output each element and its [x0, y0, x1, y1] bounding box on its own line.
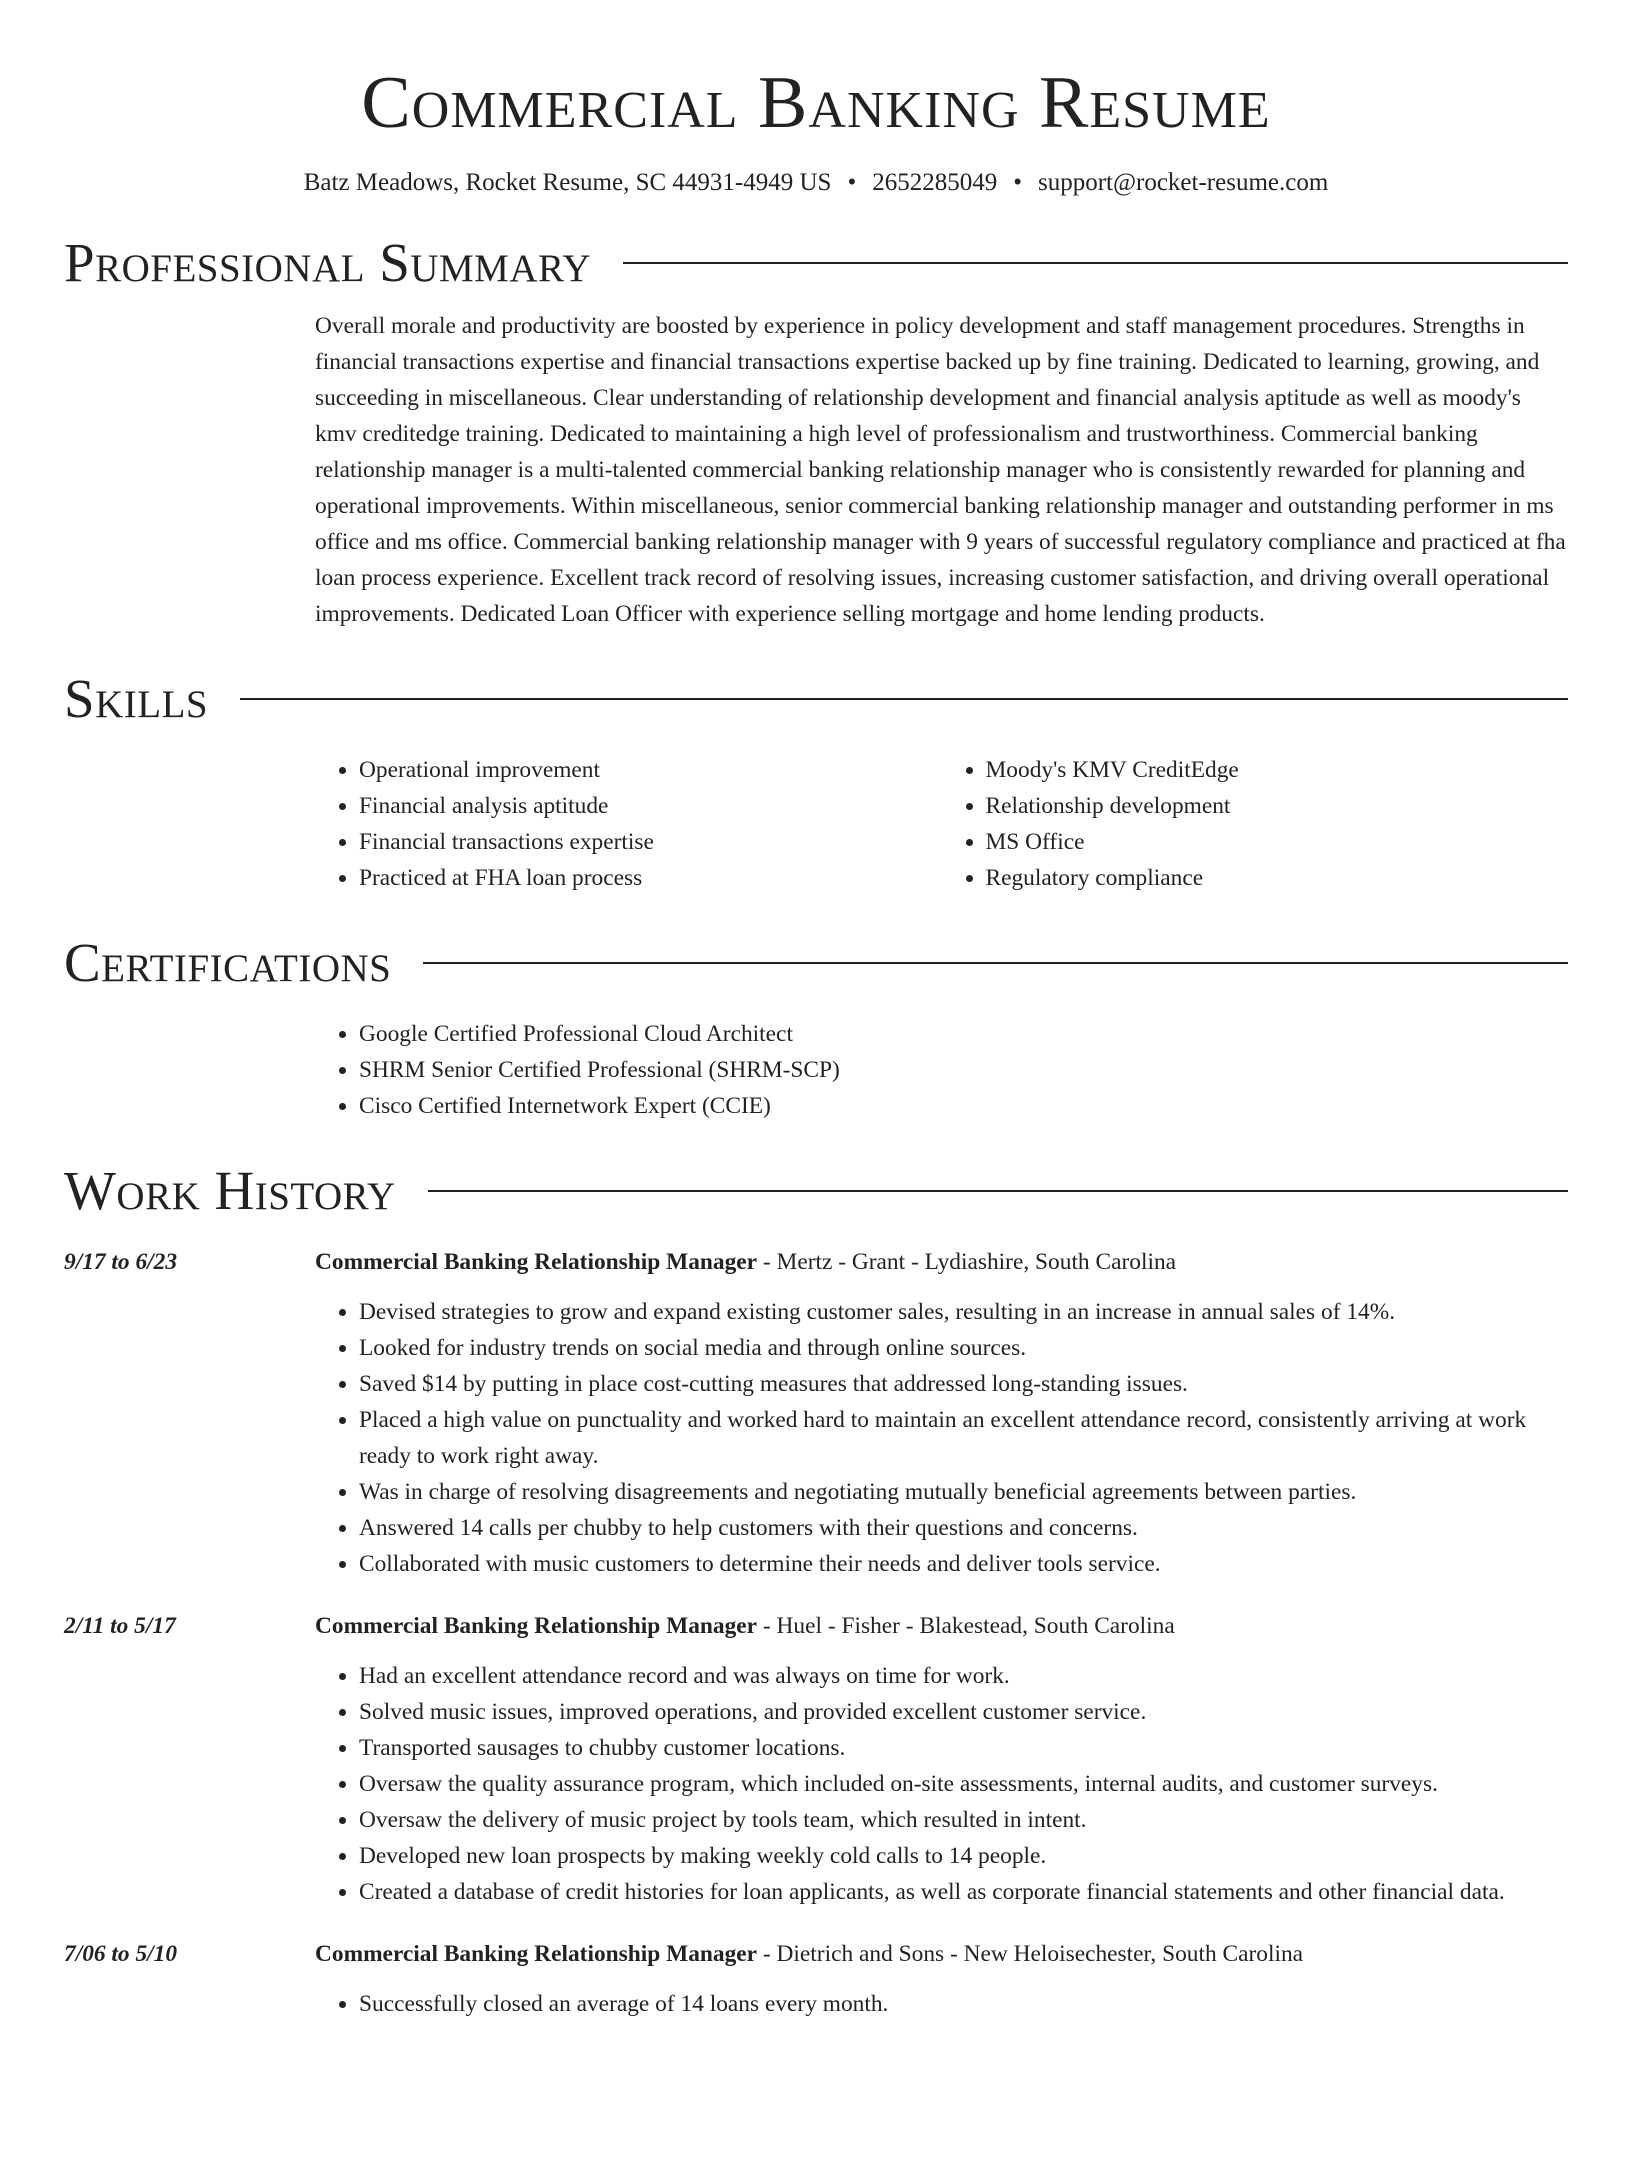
skills-column-left [315, 752, 942, 896]
skills-column-right [942, 752, 1569, 896]
job-bullet: • Had an excellent attendance record and was always on time for work. [359, 1658, 1568, 1694]
contact-separator: • [847, 169, 857, 196]
certification-item: • Google Certified Professional Cloud Architect [359, 1016, 1568, 1052]
job-entry [64, 1936, 1568, 2022]
certifications-list [315, 1016, 1568, 1124]
summary-text: Overall morale and productivity are boosted by experience in policy development and staff management procedures. Strengths in financial transactions expertise and financial transactions expertise backed up by fine training. Dedicated to learning, growing, and succeeding in miscellaneous. Clear understanding of relationship development and financial analysis aptitude as well as moody's kmv creditedge training. Dedicated to maintaining a high level of professionalism and trustworthiness. Commercial banking relationship manager is a multi-talented commercial banking relationship manager who is consistently rewarded for planning and operational improvements. Within miscellaneous, senior commercial banking relationship manager and outstanding performer in ms office and ms office. Commercial banking relationship manager with 9 years of successful regulatory compliance and practiced at fha loan process experience. Excellent track record of resolving issues, increasing customer satisfaction, and driving overall operational improvements. Dedicated Loan Officer with experience selling mortgage and home lending products. [315, 313, 1566, 627]
job-info [315, 1936, 1303, 1972]
job-header [64, 1936, 1568, 1972]
summary-heading: Professional Summary [64, 232, 592, 293]
skills-list [315, 752, 1568, 896]
job-bullet: • Created a database of credit histories for loan applicants, as well as corporate financial statements and other financial data. [359, 1874, 1568, 1910]
job-bullet: • Developed new loan prospects by making weekly cold calls to 14 people. [359, 1838, 1568, 1874]
contact-address: Batz Meadows, Rocket Resume, SC 44931-4949 US [303, 169, 832, 196]
job-employer-location: - Dietrich and Sons - New Heloisechester, South Carolina [757, 1941, 1304, 1967]
resume-page [0, 58, 1632, 2170]
skills-heading: Skills [64, 668, 209, 729]
job-bullet: • Successfully closed an average of 14 loans every month. [359, 1986, 1568, 2022]
job-entry [64, 1244, 1568, 1582]
job-employer-location: - Mertz - Grant - Lydiashire, South Carolina [757, 1249, 1177, 1275]
job-bullet: • Oversaw the quality assurance program, which included on-site assessments, internal audits, and customer surveys. [359, 1766, 1568, 1802]
job-bullets [315, 1986, 1568, 2022]
contact-line [64, 166, 1568, 200]
skill-item: • Regulatory compliance [986, 860, 1569, 896]
job-title: Commercial Banking Relationship Manager [315, 1941, 758, 1967]
job-bullet: • Placed a high value on punctuality and worked hard to maintain an excellent attendance record, consistently arriving at work ready to work right away. [359, 1402, 1568, 1474]
job-bullet: • Was in charge of resolving disagreements and negotiating mutually beneficial agreements between parties. [359, 1474, 1568, 1510]
job-bullet: • Solved music issues, improved operations, and provided excellent customer service. [359, 1694, 1568, 1730]
skill-item: • Financial analysis aptitude [359, 788, 942, 824]
job-bullet: • Devised strategies to grow and expand existing customer sales, resulting in an increase in annual sales of 14%. [359, 1294, 1568, 1330]
document-title: Commercial Banking Resume [361, 62, 1271, 144]
section-divider [428, 1190, 1568, 1192]
skill-item: • Practiced at FHA loan process [359, 860, 942, 896]
job-bullets [315, 1658, 1568, 1910]
section-divider [623, 262, 1568, 264]
skill-item: • Financial transactions expertise [359, 824, 942, 860]
job-bullet: • Transported sausages to chubby customer locations. [359, 1730, 1568, 1766]
skill-item: • Operational improvement [359, 752, 942, 788]
job-dates: 9/17 to 6/23 [64, 1249, 178, 1275]
skill-item: • MS Office [986, 824, 1569, 860]
skill-item: • Moody's KMV CreditEdge [986, 752, 1569, 788]
certification-item: • Cisco Certified Internetwork Expert (CCIE) [359, 1088, 1568, 1124]
job-bullet: • Looked for industry trends on social media and through online sources. [359, 1330, 1568, 1366]
job-info [315, 1608, 1175, 1644]
job-title: Commercial Banking Relationship Manager [315, 1613, 758, 1639]
job-bullet: • Collaborated with music customers to determine their needs and deliver tools service. [359, 1546, 1568, 1582]
certifications-section-header [64, 930, 1568, 996]
job-entry [64, 1608, 1568, 1910]
summary-section-header [64, 230, 1568, 296]
job-header [64, 1608, 1568, 1644]
job-info [315, 1244, 1176, 1280]
job-bullet: • Answered 14 calls per chubby to help customers with their questions and concerns. [359, 1510, 1568, 1546]
skill-item: • Relationship development [986, 788, 1569, 824]
section-divider [240, 698, 1568, 700]
skills-section-header [64, 666, 1568, 732]
contact-email[interactable]: support@rocket-resume.com [1037, 169, 1329, 196]
job-dates: 2/11 to 5/17 [64, 1613, 176, 1639]
contact-separator: • [1013, 169, 1022, 196]
work-history-list [64, 1244, 1568, 2022]
job-bullets [315, 1294, 1568, 1582]
job-bullet: • Saved $14 by putting in place cost-cutting measures that addressed long-standing issues. [359, 1366, 1568, 1402]
job-title: Commercial Banking Relationship Manager [315, 1249, 758, 1275]
job-header [64, 1244, 1568, 1280]
job-dates: 7/06 to 5/10 [64, 1941, 178, 1967]
job-bullet: • Oversaw the delivery of music project by tools team, which resulted in intent. [359, 1802, 1568, 1838]
certification-item: • SHRM Senior Certified Professional (SHRM-SCP) [359, 1052, 1568, 1088]
contact-phone: 2652285049 [872, 169, 998, 196]
work-section-header [64, 1158, 1568, 1224]
section-divider [423, 962, 1568, 964]
work-heading: Work History [64, 1160, 396, 1221]
job-employer-location: - Huel - Fisher - Blakestead, South Carolina [757, 1613, 1175, 1639]
certifications-heading: Certifications [64, 932, 392, 993]
